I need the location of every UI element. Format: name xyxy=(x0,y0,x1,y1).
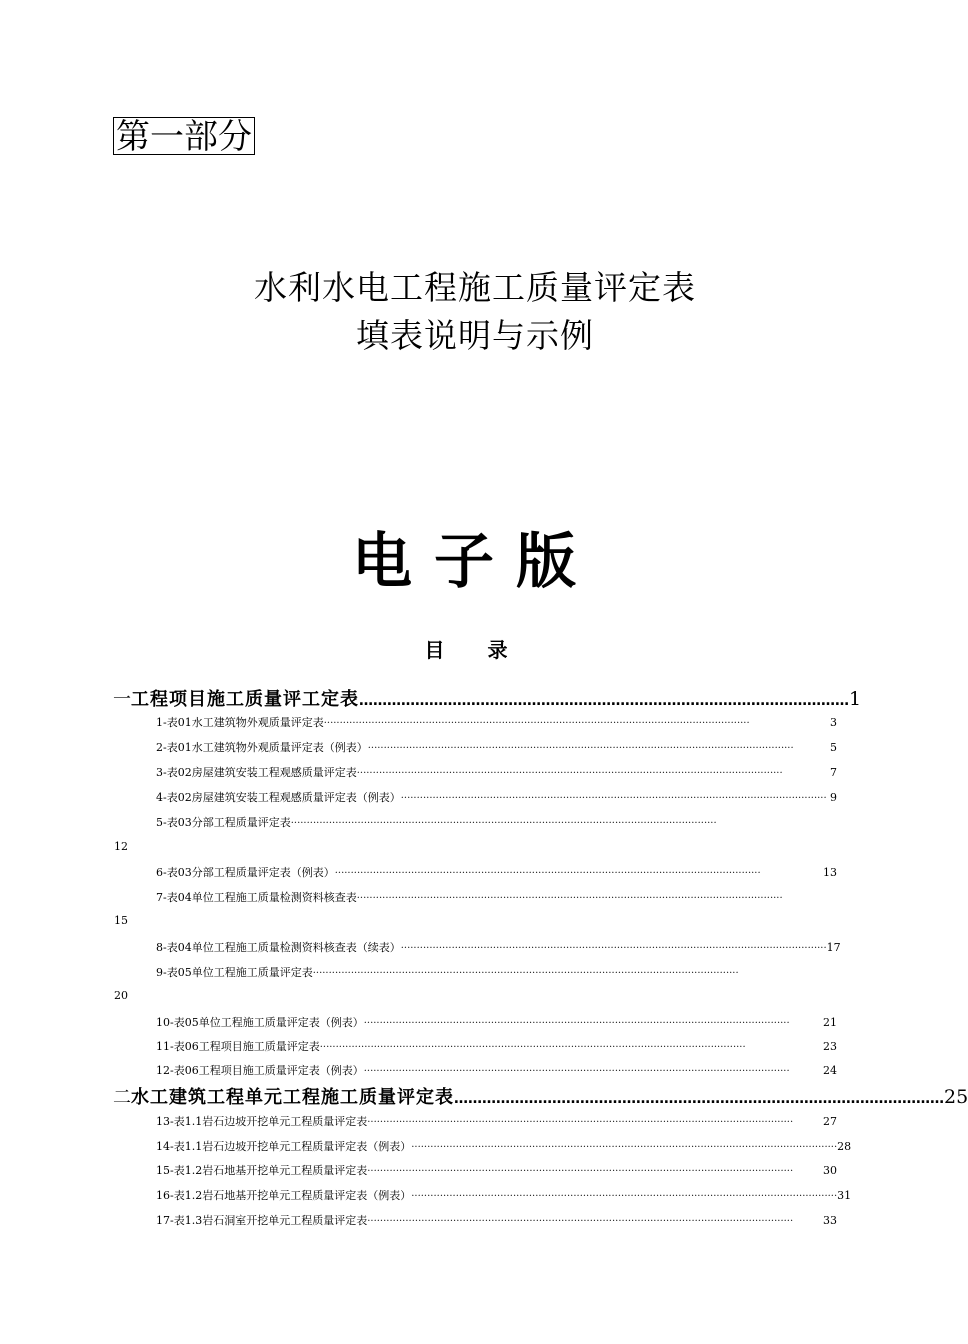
toc-leader: ······································································································································ xyxy=(400,943,827,954)
toc-leader: ······································································································································ xyxy=(319,1042,746,1053)
toc-item-label: 9-表05单位工程施工质量评定表 xyxy=(156,966,313,979)
toc-item-label: 7-表04单位工程施工质量检测资料核查表 xyxy=(156,891,357,904)
toc-item[interactable] xyxy=(156,1212,837,1228)
toc-item[interactable] xyxy=(156,814,834,830)
toc-item-page: 31 xyxy=(837,1189,852,1202)
toc-item-label: 14-表1.1岩石边坡开挖单元工程质量评定表（例表） xyxy=(156,1140,412,1153)
toc-section-page: 25 xyxy=(944,1086,968,1108)
toc-item-label: 6-表03分部工程质量评定表（例表） xyxy=(156,866,335,879)
toc-leader: ······································································································································ xyxy=(323,718,750,729)
toc-leader: …………………………………………………………………………………………… xyxy=(454,1091,944,1107)
document-title-line2: 填表说明与示例 xyxy=(356,316,594,355)
toc-item[interactable] xyxy=(156,1113,837,1129)
toc-leader: ······································································································································ xyxy=(367,743,794,754)
document-title-line1: 水利水电工程施工质量评定表 xyxy=(254,268,696,307)
toc-item-label: 16-表1.2岩石地基开挖单元工程质量评定表（例表） xyxy=(156,1189,412,1202)
toc-leader: ······································································································································ xyxy=(411,1142,838,1153)
toc-item[interactable] xyxy=(156,1014,837,1030)
toc-item-page: 15 xyxy=(114,914,128,927)
toc-item[interactable] xyxy=(156,789,837,805)
toc-item[interactable] xyxy=(156,739,837,755)
toc-item[interactable] xyxy=(156,764,837,780)
toc-leader: ······································································································································ xyxy=(367,1117,794,1128)
toc-section-number: 二 xyxy=(113,1087,131,1108)
toc-leader: ······································································································································ xyxy=(334,868,761,879)
toc-leader: …………………………………………………………………………………………… xyxy=(359,693,849,709)
toc-section-label: 工程项目施工质量评工定表 xyxy=(131,689,359,710)
toc-leader: ······································································································································ xyxy=(363,1066,790,1077)
toc-leader: ······································································································································ xyxy=(356,768,783,779)
toc-section[interactable] xyxy=(113,685,862,711)
toc-item-page: 33 xyxy=(823,1214,837,1227)
toc-item-page: 5 xyxy=(830,741,837,754)
toc-item-page: 7 xyxy=(830,766,837,779)
toc-item-page: 24 xyxy=(823,1064,837,1077)
toc-item[interactable] xyxy=(156,1062,837,1078)
toc-item-label: 12-表06工程项目施工质量评定表（例表） xyxy=(156,1064,364,1077)
toc-item-page: 20 xyxy=(114,989,128,1002)
toc-section-label: 水工建筑工程单元工程施工质量评定表 xyxy=(131,1087,454,1108)
toc-leader: ······································································································································ xyxy=(363,1018,790,1029)
toc-item[interactable] xyxy=(156,1138,852,1154)
toc-item[interactable] xyxy=(156,1187,852,1203)
toc-leader: ······································································································································ xyxy=(367,1216,794,1227)
toc-leader: ······································································································································ xyxy=(312,968,739,979)
toc-item[interactable] xyxy=(156,939,841,955)
toc-item[interactable] xyxy=(156,1162,837,1178)
toc-leader: ······································································································································ xyxy=(290,818,717,829)
toc-item-label: 5-表03分部工程质量评定表 xyxy=(156,816,291,829)
toc-item-label: 17-表1.3岩石洞室开挖单元工程质量评定表 xyxy=(156,1214,368,1227)
toc-item-page: 9 xyxy=(830,791,837,804)
toc-item-label: 2-表01水工建筑物外观质量评定表（例表） xyxy=(156,741,368,754)
edition-label: 电子版 xyxy=(352,527,598,597)
toc-item-page: 3 xyxy=(830,716,837,729)
toc-item[interactable] xyxy=(156,714,837,730)
toc-item-label: 13-表1.1岩石边坡开挖单元工程质量评定表 xyxy=(156,1115,368,1128)
toc-item-label: 3-表02房屋建筑安装工程观感质量评定表 xyxy=(156,766,357,779)
toc-item-page: 30 xyxy=(823,1164,837,1177)
part-label: 第一部分 xyxy=(113,117,255,155)
toc-item-label: 15-表1.2岩石地基开挖单元工程质量评定表 xyxy=(156,1164,368,1177)
toc-leader: ······································································································································ xyxy=(367,1166,794,1177)
toc-item[interactable] xyxy=(156,864,837,880)
toc-item-page: 21 xyxy=(823,1016,837,1029)
toc-item-page: 27 xyxy=(823,1115,837,1128)
toc-section-page: 1 xyxy=(849,688,862,710)
toc-section[interactable] xyxy=(113,1083,968,1109)
toc-item-page: 17 xyxy=(826,941,841,954)
toc-heading: 目 录 xyxy=(424,638,526,662)
toc-item[interactable] xyxy=(156,1038,837,1054)
toc-item-label: 11-表06工程项目施工质量评定表 xyxy=(156,1040,320,1053)
toc-item-page: 28 xyxy=(837,1140,852,1153)
toc-item-label: 1-表01水工建筑物外观质量评定表 xyxy=(156,716,324,729)
toc-leader: ······································································································································ xyxy=(411,1191,838,1202)
toc-item-label: 10-表05单位工程施工质量评定表（例表） xyxy=(156,1016,364,1029)
toc-item[interactable] xyxy=(156,964,834,980)
toc-item[interactable] xyxy=(156,889,834,905)
toc-item-page: 23 xyxy=(823,1040,837,1053)
toc-item-label: 4-表02房屋建筑安装工程观感质量评定表（例表） xyxy=(156,791,401,804)
toc-item-page: 12 xyxy=(114,840,128,853)
toc-item-page: 13 xyxy=(823,866,837,879)
toc-section-number: 一 xyxy=(113,689,131,710)
toc-leader: ······································································································································ xyxy=(356,893,783,904)
toc-leader: ······································································································································ xyxy=(400,793,827,804)
toc-item-label: 8-表04单位工程施工质量检测资料核查表（续表） xyxy=(156,941,401,954)
